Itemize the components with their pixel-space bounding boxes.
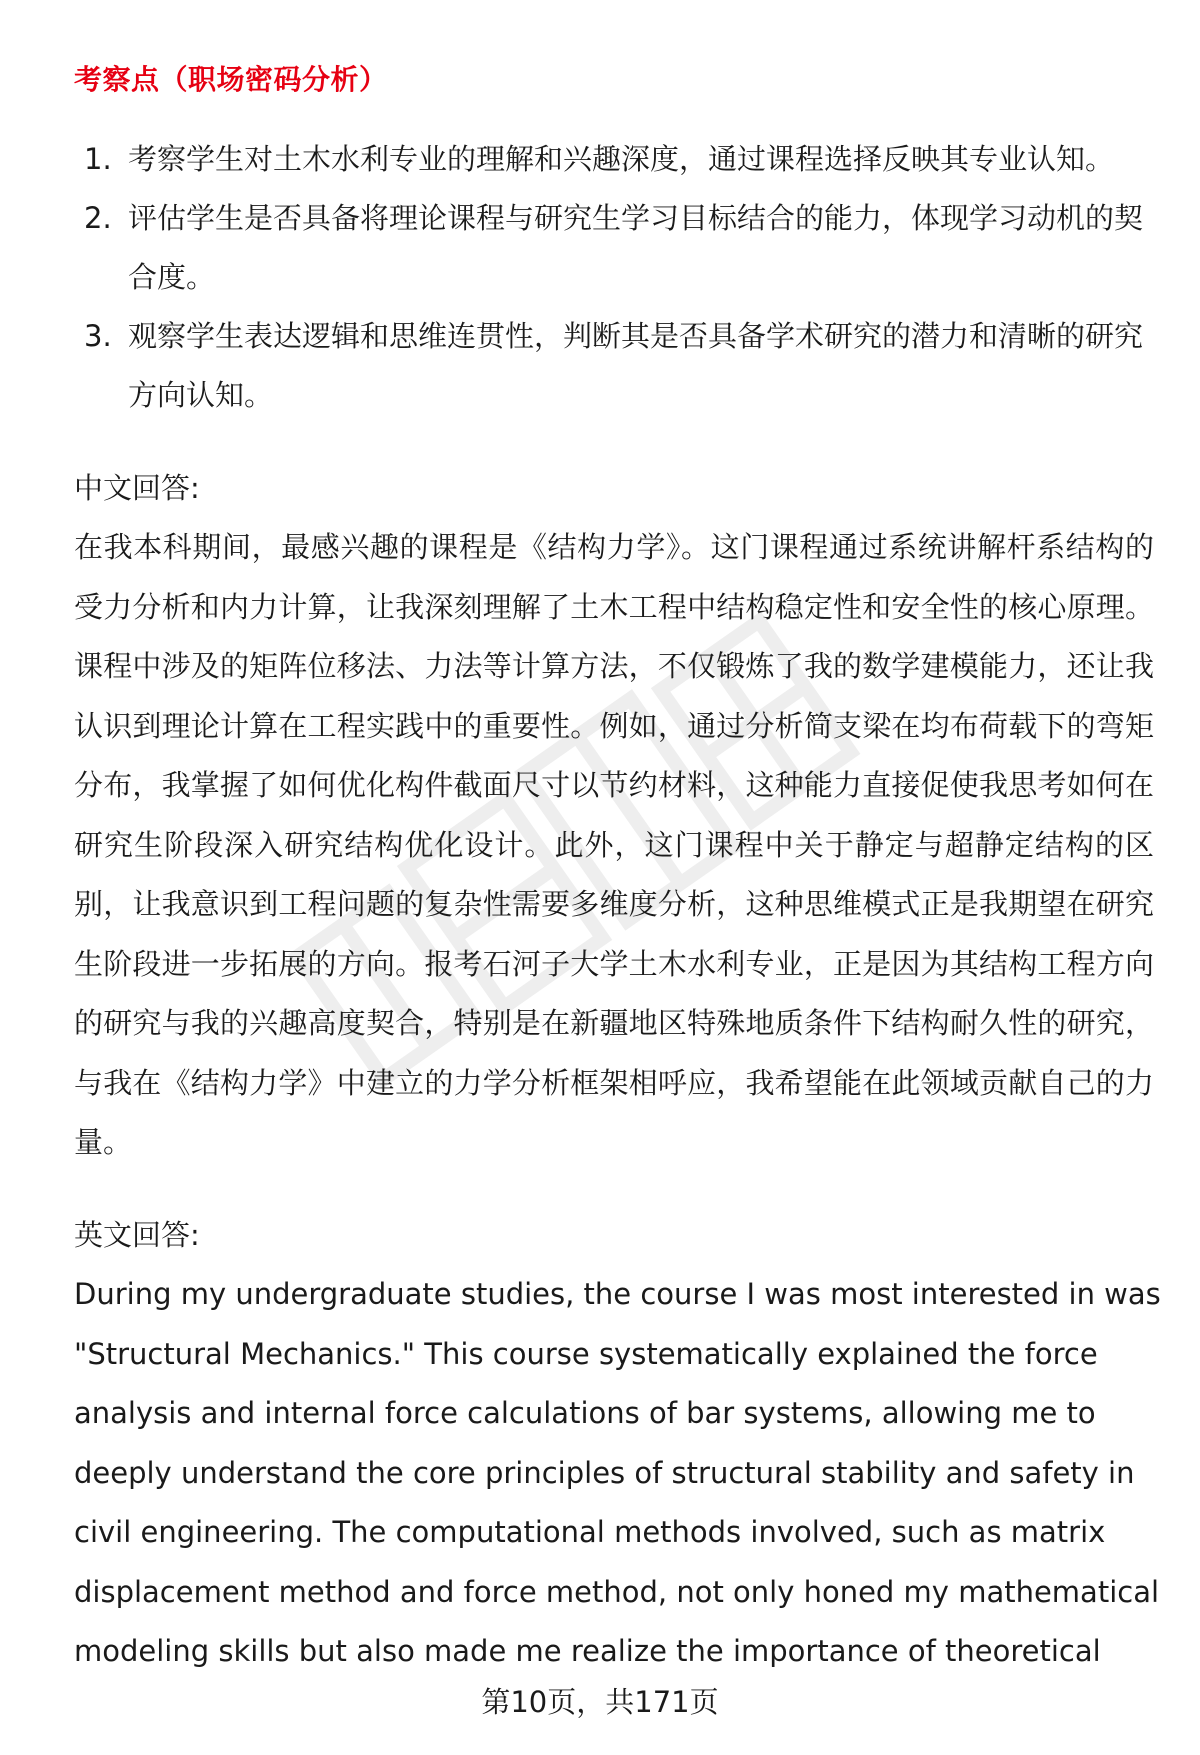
list-item-text: 观察学生表达逻辑和思维连贯性，判断其是否具备学术研究的潜力和清晰的研究方向认知。 xyxy=(128,319,1144,412)
english-answer-heading: 英文回答: xyxy=(74,1218,200,1252)
section-title: 考察点（职场密码分析） xyxy=(74,63,388,96)
chinese-answer-text: 在我本科期间，最感兴趣的课程是《结构力学》。这门课程通过系统讲解杆系结构的受力分析和内力计算，让我深刻理解了土木工程中结构稳定性和安全性的核心原理。课程中涉及的矩阵位移法、力法等计算方法，不仅锻炼了我的数学建模能力，还让我认识到理论计算在工程实践中的重要性。例如，通过分析简支梁在均布荷载下的弯矩分布，我掌握了如何优化构件截面尺寸以节约材料，这种能力直接促使我思考如何在研究生阶段深入研究结构优化设计。此外，这门课程中关于静定与超静定结构的区别，让我意识到工程问题的复杂性需要多维度分析，这种思维模式正是我期望在研究生阶段进一步拓展的方向。报考石河子大学土木水利专业，正是因为其结构工程方向的研究与我的兴趣高度契合，特别是在新疆地区特殊地质条件下结构耐久性的研究，与我在《结构力学》中建立的力学分析框架相呼应，我希望能在此领域贡献自己的力量。 xyxy=(74,530,1154,1159)
list-item xyxy=(84,189,1144,307)
list-item-text: 评估学生是否具备将理论课程与研究生学习目标结合的能力，体现学习动机的契合度。 xyxy=(128,201,1144,294)
list-number: 1. xyxy=(84,142,112,176)
list-number: 3. xyxy=(84,319,112,353)
page-number-footer: 第10页，共171页 xyxy=(481,1685,719,1719)
key-points-list xyxy=(84,130,1144,425)
list-item xyxy=(84,307,1144,425)
list-item xyxy=(84,130,1144,189)
english-answer-text: During my undergraduate studies, the course I was most interested in was "Structural Mechanics." This course systematically explained the force analysis and internal force calculations of bar systems, allowing me to deeply understand the core principles of structural stability and safety in civil engineering. The computational methods involved, such as matrix displacement method and force method, not only honed my mathematical modeling skills but also made me realize the importance of theoretical xyxy=(74,1277,1161,1668)
list-item-text: 考察学生对土木水利专业的理解和兴趣深度，通过课程选择反映其专业认知。 xyxy=(128,142,1115,176)
list-number: 2. xyxy=(84,201,112,235)
chinese-answer-heading: 中文回答: xyxy=(74,471,200,505)
